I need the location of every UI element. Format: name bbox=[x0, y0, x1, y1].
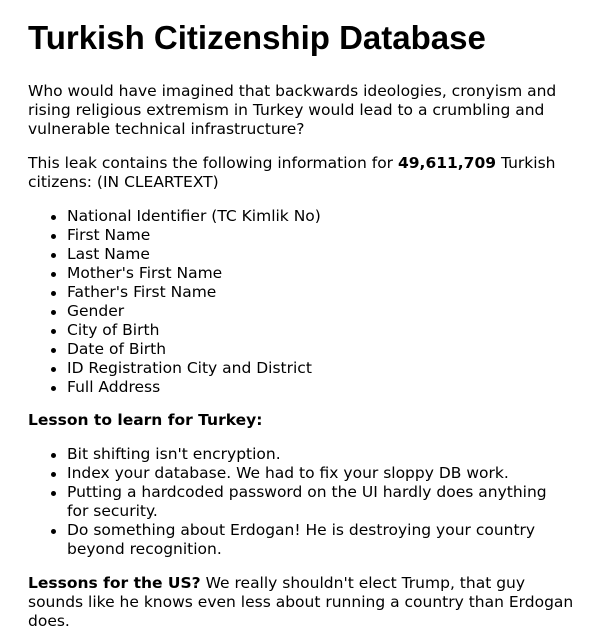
field-list-item bbox=[67, 359, 567, 378]
field-list-item-text: First Name bbox=[67, 226, 151, 244]
lesson-list-item bbox=[67, 521, 567, 559]
field-list-item bbox=[67, 302, 567, 321]
us-lesson-text: We really shouldn't elect Trump, that guy sounds like he knows even less about running a country than Erdogan does. bbox=[28, 574, 574, 630]
field-list-item-text: Date of Birth bbox=[67, 340, 167, 358]
leak-prefix-text: This leak contains the following information for bbox=[28, 154, 398, 172]
field-list-item bbox=[67, 283, 567, 302]
field-list-item-text: National Identifier (TC Kimlik No) bbox=[67, 207, 321, 225]
page-title: Turkish Citizenship Database bbox=[28, 19, 486, 56]
field-list-item bbox=[67, 207, 567, 226]
field-list-item bbox=[67, 245, 567, 264]
bullet-icon bbox=[51, 453, 56, 458]
lesson-list-item-text: Bit shifting isn't encryption. bbox=[67, 445, 281, 463]
bullet-icon bbox=[51, 367, 56, 372]
us-lesson-paragraph bbox=[28, 574, 576, 631]
field-list-item-text: Father's First Name bbox=[67, 283, 217, 301]
lesson-list-item bbox=[67, 483, 567, 521]
lesson-list-item-text: Putting a hardcoded password on the UI hardly does anything for security. bbox=[67, 483, 547, 520]
field-list-item-text: Last Name bbox=[67, 245, 150, 263]
leak-summary-paragraph bbox=[28, 154, 576, 192]
lesson-list-item bbox=[67, 445, 567, 464]
leak-suffix-text: Turkish citizens: (IN CLEARTEXT) bbox=[28, 154, 556, 191]
field-list-item bbox=[67, 378, 567, 397]
intro-paragraph: Who would have imagined that backwards ideologies, cronyism and rising religious extremism in Turkey would lead to a crumbling and vulnerable technical infrastructure? bbox=[28, 82, 557, 138]
bullet-icon bbox=[51, 234, 56, 239]
field-list-item bbox=[67, 226, 567, 245]
lesson-heading: Lesson to learn for Turkey: bbox=[28, 411, 263, 429]
bullet-icon bbox=[51, 491, 56, 496]
field-list-item-text: City of Birth bbox=[67, 321, 160, 339]
bullet-icon bbox=[51, 386, 56, 391]
field-list-item bbox=[67, 321, 567, 340]
bullet-icon bbox=[51, 253, 56, 258]
bullet-icon bbox=[51, 529, 56, 534]
field-list-item-text: Full Address bbox=[67, 378, 161, 396]
bullet-icon bbox=[51, 329, 56, 334]
field-list-item-text: Gender bbox=[67, 302, 125, 320]
field-list-item-text: ID Registration City and District bbox=[67, 359, 312, 377]
lesson-list-item-text: Index your database. We had to fix your sloppy DB work. bbox=[67, 464, 509, 482]
bullet-icon bbox=[51, 291, 56, 296]
lessons-list bbox=[28, 445, 588, 559]
field-list-item bbox=[67, 264, 567, 283]
us-lesson-label: Lessons for the US? bbox=[28, 574, 201, 592]
citizen-count: 49,611,709 bbox=[397, 154, 497, 172]
bullet-icon bbox=[51, 310, 56, 315]
leaked-fields-list bbox=[28, 207, 588, 397]
field-list-item bbox=[67, 340, 567, 359]
lesson-list-item bbox=[67, 464, 567, 483]
lesson-list-item-text: Do something about Erdogan! He is destroying your country beyond recognition. bbox=[67, 521, 536, 558]
field-list-item-text: Mother's First Name bbox=[67, 264, 223, 282]
bullet-icon bbox=[51, 348, 56, 353]
bullet-icon bbox=[51, 272, 56, 277]
bullet-icon bbox=[51, 215, 56, 220]
bullet-icon bbox=[51, 472, 56, 477]
